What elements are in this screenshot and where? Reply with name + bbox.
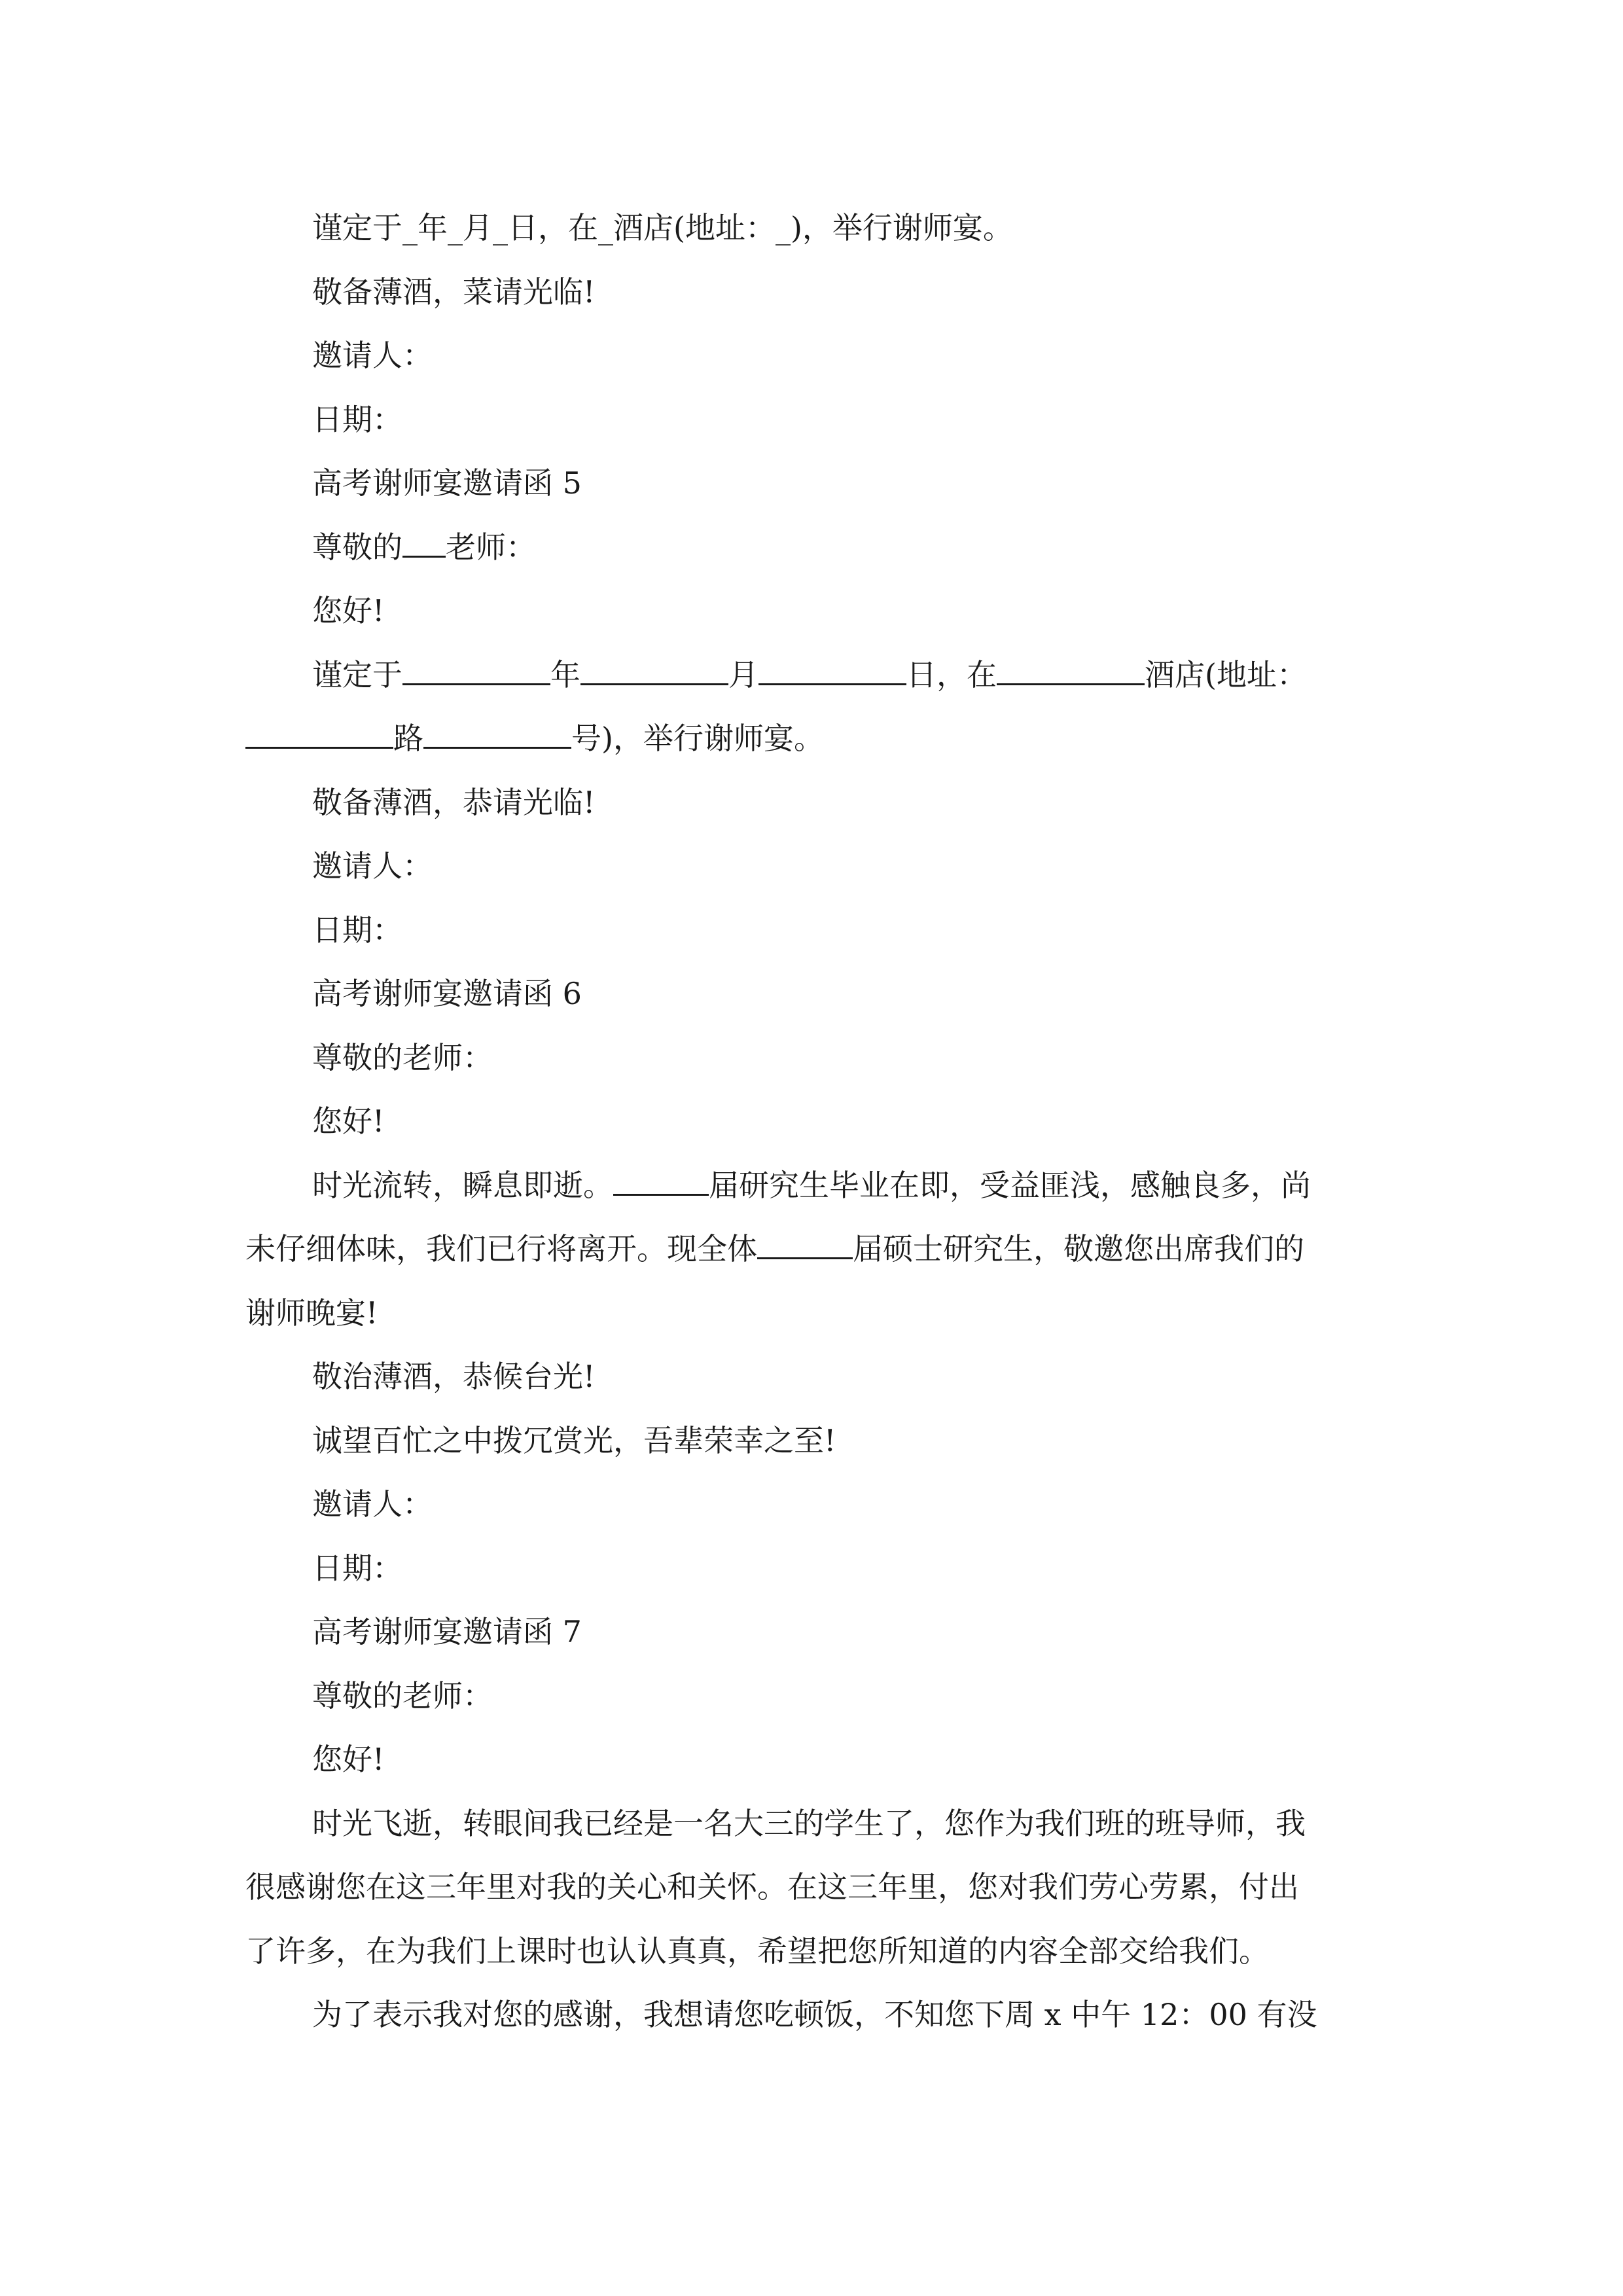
- text: 谨定于_年_月_日，在_酒店(地址：_)，举行谢师宴。: [312, 210, 1013, 245]
- text: 未仔细体味，我们已行将离开。现全体: [245, 1231, 757, 1266]
- fill-blank: [423, 721, 571, 749]
- fill-blank: [997, 657, 1145, 685]
- paragraph-line: [245, 196, 1378, 260]
- text: 敬治薄酒，恭候台光!: [312, 1359, 596, 1394]
- text: 尊敬的老师：: [312, 1677, 493, 1713]
- fill-blank: [580, 657, 728, 685]
- paragraph-line: [245, 1856, 1378, 1920]
- paragraph-line: [245, 1409, 1378, 1473]
- paragraph-line: [245, 1282, 1378, 1346]
- text: 日，在: [906, 656, 997, 692]
- salutation: [245, 1026, 1378, 1090]
- text: 很感谢您在这三年里对我的关心和关怀。在这三年里，您对我们劳心劳累，付出: [245, 1869, 1299, 1905]
- text: 谢师晚宴!: [245, 1295, 378, 1331]
- text: 邀请人：: [312, 848, 433, 884]
- text: 诚望百忙之中拨冗赏光，吾辈荣幸之至!: [312, 1422, 836, 1458]
- text: 时光流转，瞬息即逝。: [312, 1167, 613, 1203]
- text: 您好!: [312, 1103, 385, 1139]
- text: 月: [728, 656, 758, 692]
- text: 尊敬的: [312, 529, 402, 565]
- text: 酒店(地址：: [1145, 656, 1307, 692]
- text: 邀请人：: [312, 1486, 433, 1522]
- signature-inviter: [245, 324, 1378, 388]
- fill-blank: [758, 657, 906, 685]
- text: 您好!: [312, 1742, 385, 1777]
- text: 路: [393, 721, 423, 756]
- paragraph-line: [245, 707, 1378, 771]
- text: 谨定于: [312, 656, 402, 692]
- text: 了许多，在为我们上课时也认认真真，希望把您所知道的内容全部交给我们。: [245, 1933, 1269, 1969]
- text: 日期：: [312, 401, 402, 437]
- text: 尊敬的老师：: [312, 1039, 493, 1075]
- signature-date: [245, 388, 1378, 452]
- greeting: [245, 1090, 1378, 1154]
- section-heading: [245, 1600, 1378, 1664]
- section-heading: [245, 452, 1378, 516]
- text: 号)，举行谢师宴。: [571, 721, 824, 756]
- text: 敬备薄酒，菜请光临!: [312, 274, 596, 310]
- fill-blank: [402, 657, 550, 685]
- paragraph-line: [245, 1217, 1378, 1282]
- text: 日期：: [312, 1550, 402, 1586]
- paragraph-line: [245, 1792, 1378, 1856]
- salutation: [245, 1664, 1378, 1729]
- salutation: [245, 516, 1378, 580]
- fill-blank: [402, 529, 446, 558]
- section-heading: [245, 962, 1378, 1026]
- text: 日期：: [312, 912, 402, 948]
- text: 届硕士研究生，敬邀您出席我们的: [853, 1231, 1304, 1266]
- fill-blank: [757, 1231, 853, 1259]
- text: 老师：: [446, 529, 536, 565]
- paragraph-line: [245, 643, 1378, 708]
- signature-date: [245, 899, 1378, 963]
- text: 您好!: [312, 593, 385, 628]
- paragraph-line: [245, 260, 1378, 325]
- greeting: [245, 1728, 1378, 1792]
- paragraph-line: [245, 1920, 1378, 1984]
- paragraph-line: [245, 1983, 1378, 2047]
- text: 敬备薄酒，恭请光临!: [312, 784, 596, 820]
- heading-text: 高考谢师宴邀请函 5: [312, 465, 582, 501]
- heading-text: 高考谢师宴邀请函 7: [312, 1614, 582, 1649]
- paragraph-line: [245, 1345, 1378, 1409]
- text: 年: [550, 656, 580, 692]
- signature-inviter: [245, 1473, 1378, 1537]
- text: 为了表示我对您的感谢，我想请您吃顿饭，不知您下周 x 中午 12：00 有没: [312, 1997, 1317, 2032]
- greeting: [245, 579, 1378, 643]
- signature-date: [245, 1537, 1378, 1601]
- document-body: [245, 196, 1378, 2047]
- fill-blank: [613, 1168, 709, 1196]
- text: 时光飞逝，转眼间我已经是一名大三的学生了，您作为我们班的班导师，我: [312, 1805, 1306, 1841]
- text: 邀请人：: [312, 338, 433, 373]
- text: 届研究生毕业在即，受益匪浅，感触良多，尚: [709, 1167, 1311, 1203]
- heading-text: 高考谢师宴邀请函 6: [312, 976, 582, 1011]
- paragraph-line: [245, 771, 1378, 835]
- fill-blank: [245, 721, 393, 749]
- paragraph-line: [245, 1154, 1378, 1218]
- signature-inviter: [245, 834, 1378, 899]
